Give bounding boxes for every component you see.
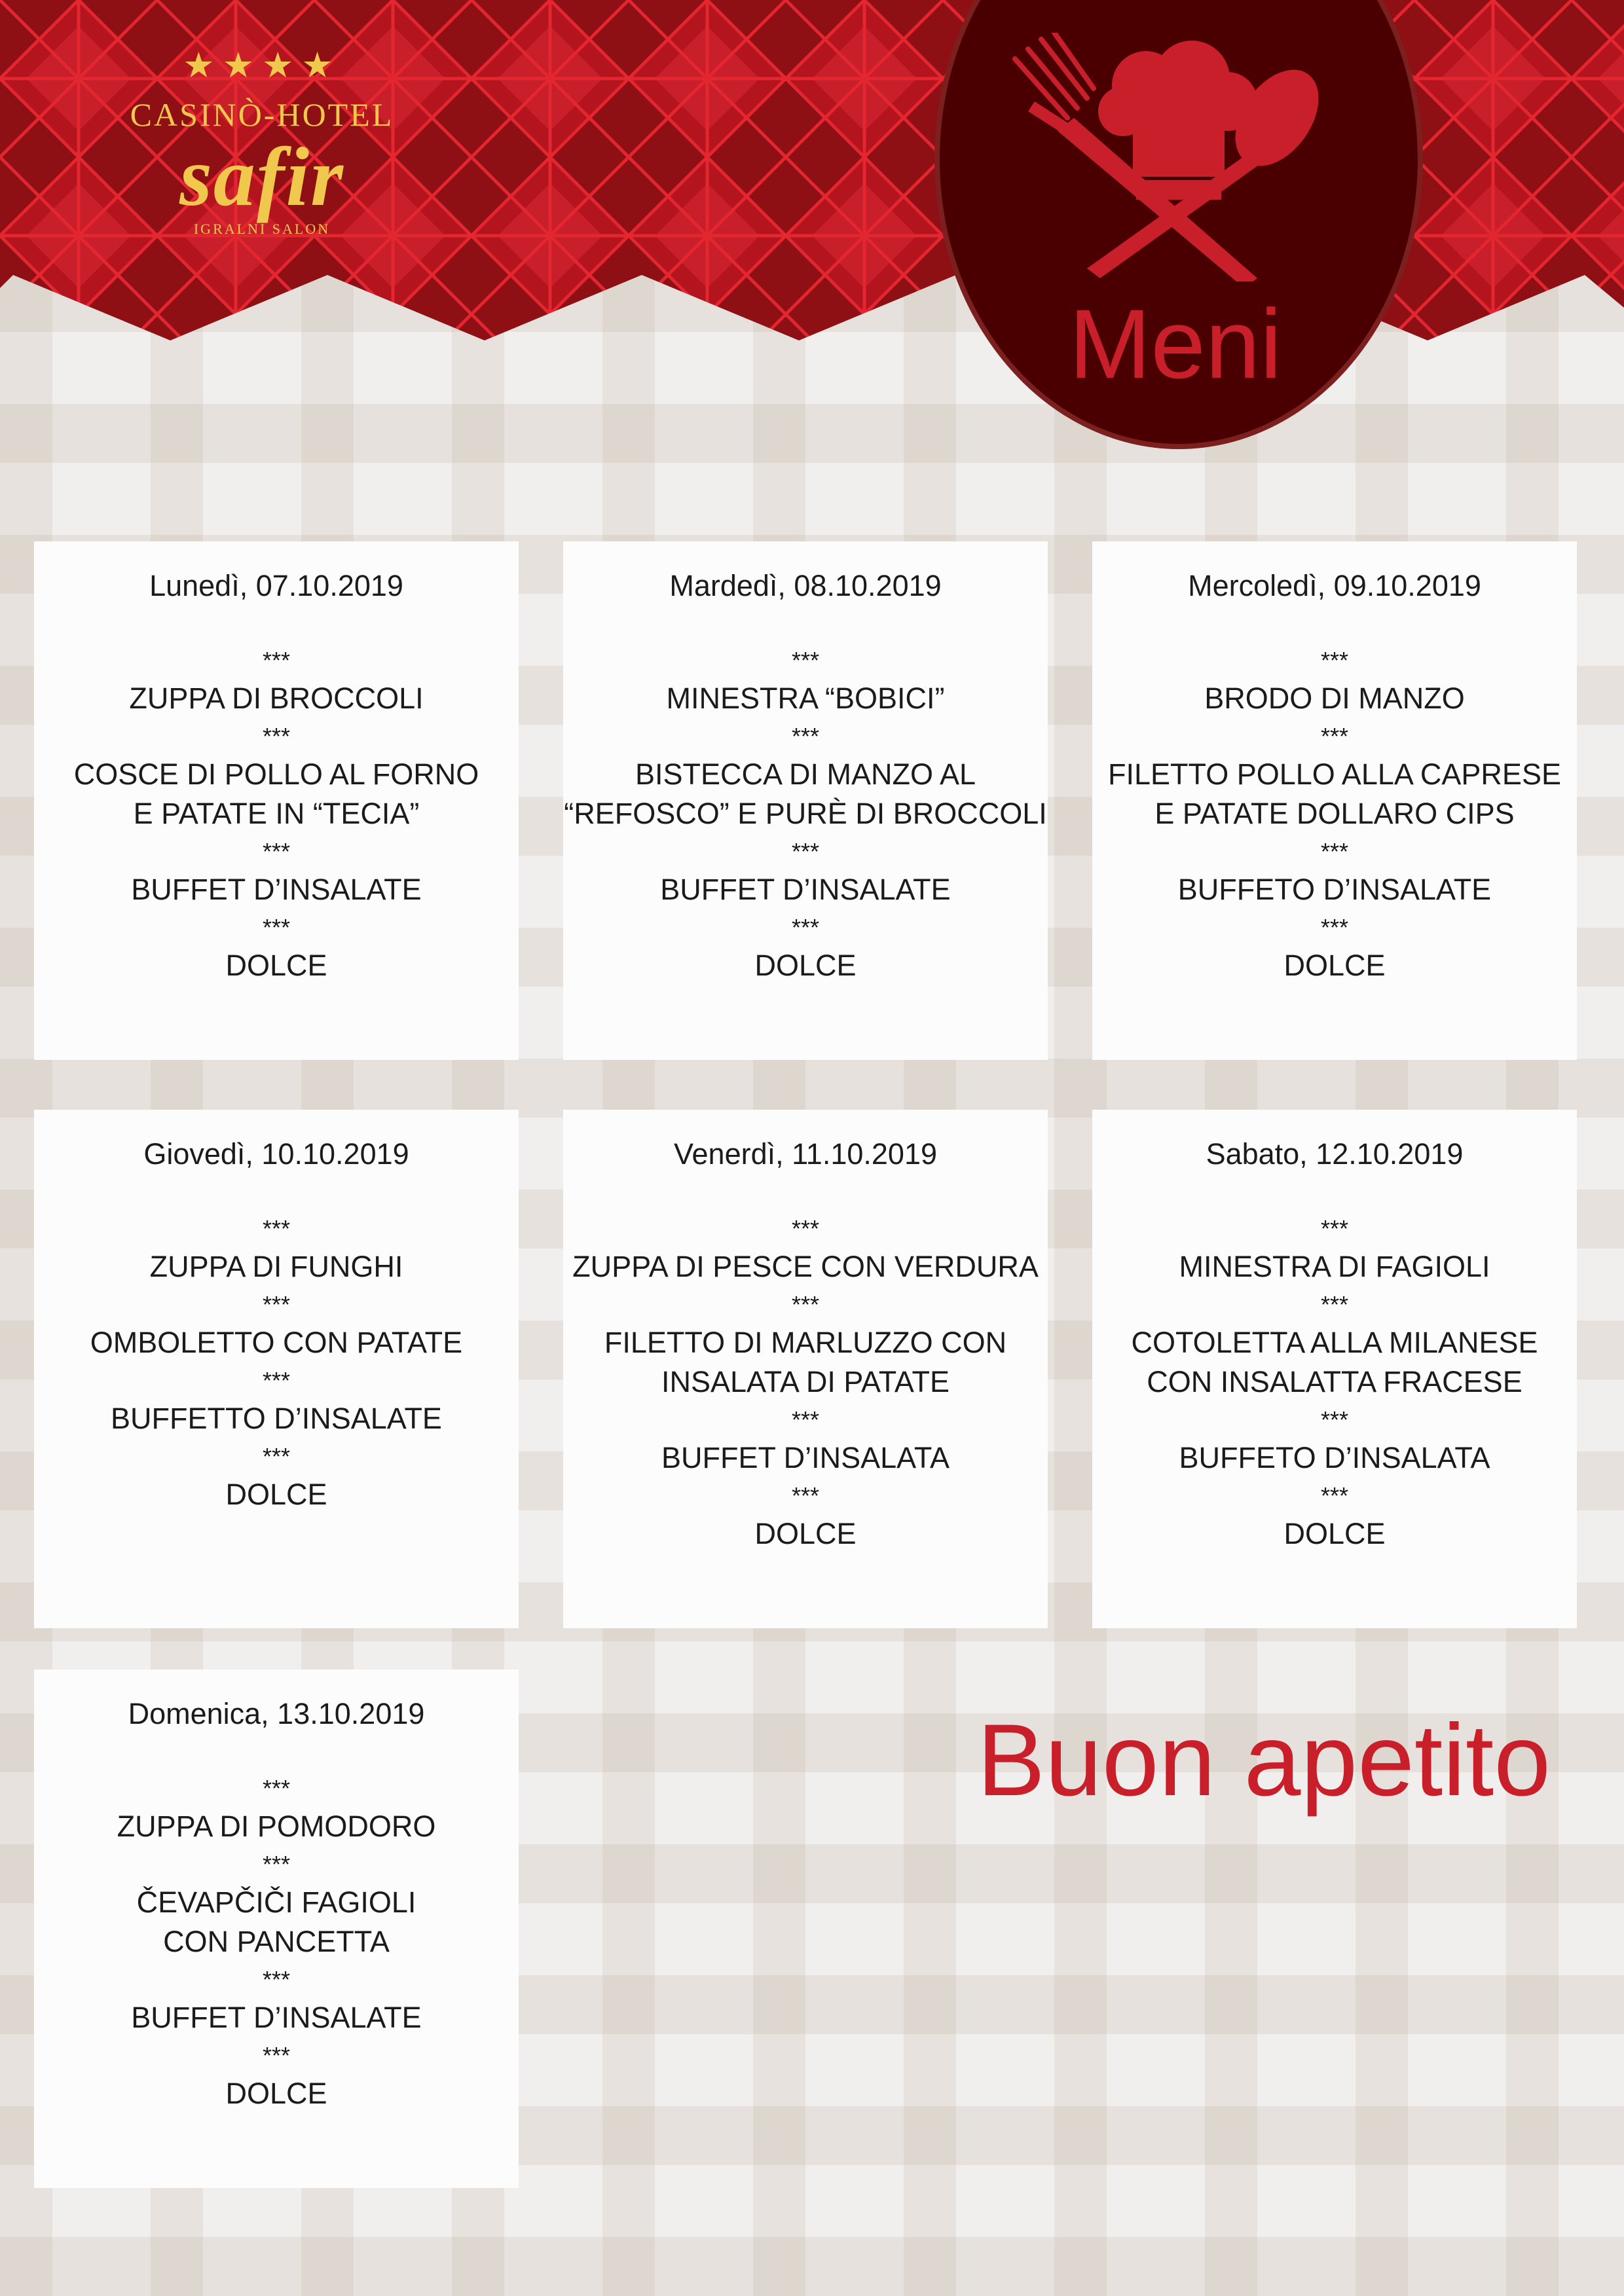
separator: *** [1320,914,1349,941]
dish-soup: ZUPPA DI PESCE CON VERDURA [572,1250,1039,1283]
dish-soup: ZUPPA DI BROCCOLI [129,682,424,715]
dish-salad: BUFFET D’INSALATE [660,873,951,906]
chef-hat-fork-spoon-icon [995,33,1336,282]
dish-dessert: DOLCE [1283,949,1386,982]
separator: *** [791,1406,820,1433]
dish-dessert: DOLCE [225,1478,327,1511]
separator: *** [262,723,291,750]
day-card-wednesday [1092,541,1577,1060]
separator: *** [791,647,820,674]
separator: *** [1320,838,1349,865]
dish-salad: BUFFETO D’INSALATA [1179,1441,1490,1474]
dish-soup: MINESTRA DI FAGIOLI [1179,1250,1490,1283]
day-date: Venerdì, 11.10.2019 [673,1137,937,1171]
dish-main: COSCE DI POLLO AL FORNO E PATATE IN “TECIA” [73,757,479,830]
dish-dessert: DOLCE [1283,1517,1386,1550]
separator: *** [791,1482,820,1509]
separator: *** [262,2042,291,2069]
dish-main: BISTECCA DI MANZO AL “REFOSCO” E PURÈ DI BROCCOLI [564,757,1047,830]
dish-main: OMBOLETTO CON PATATE [90,1326,463,1359]
separator: *** [262,1851,291,1878]
dish-salad: BUFFET D’INSALATE [131,873,422,906]
separator: *** [262,1215,291,1242]
logo-subtitle: IGRALNI SALON [193,221,331,237]
dish-salad: BUFFET D’INSALATE [131,2001,422,2034]
separator: *** [1320,1291,1349,1318]
dish-soup: ZUPPA DI FUNGHI [149,1250,403,1283]
separator: *** [1320,647,1349,674]
separator: *** [262,838,291,865]
dish-dessert: DOLCE [225,949,327,982]
header-banner [0,0,1624,399]
separator: *** [262,1291,291,1318]
separator: *** [262,1367,291,1394]
separator: *** [1320,1482,1349,1509]
separator: *** [791,723,820,750]
dish-main: COTOLETTA ALLA MILANESE CON INSALATTA FRACESE [1131,1326,1538,1398]
dish-dessert: DOLCE [754,1517,857,1550]
separator: *** [262,1966,291,1993]
day-date: Giovedì, 10.10.2019 [143,1137,409,1171]
separator: *** [791,1291,820,1318]
hotel-logo [98,39,426,255]
day-card-sunday [34,1669,519,2188]
separator: *** [791,1215,820,1242]
dish-soup: BRODO DI MANZO [1204,682,1465,715]
separator: *** [262,647,291,674]
separator: *** [791,914,820,941]
day-date: Domenica, 13.10.2019 [128,1697,425,1730]
day-card-thursday [34,1110,519,1628]
rating-stars: ★★★★ [183,46,341,85]
day-card-monday [34,541,519,1060]
closing-greeting: Buon apetito [976,1704,1551,1817]
dish-soup: MINESTRA “BOBICI” [666,682,945,715]
day-card-tuesday [563,541,1048,1060]
logo-casino-hotel: CASINÒ-HOTEL [130,96,394,133]
day-date: Mercoledì, 09.10.2019 [1188,569,1481,602]
day-date: Lunedì, 07.10.2019 [149,569,403,602]
separator: *** [791,838,820,865]
day-card-saturday [1092,1110,1577,1628]
separator: *** [1320,1406,1349,1433]
day-date: Mardedì, 08.10.2019 [669,569,942,602]
dish-dessert: DOLCE [754,949,857,982]
dish-main: ČEVAPČIČI FAGIOLI CON PANCETTA [136,1886,416,1958]
dish-main: FILETTO DI MARLUZZO CON INSALATA DI PATATE [604,1326,1007,1398]
separator: *** [262,1443,291,1470]
separator: *** [1320,723,1349,750]
logo-name: safir [179,130,344,223]
dish-salad: BUFFETO D’INSALATE [1177,873,1492,906]
dish-main: FILETTO POLLO ALLA CAPRESE E PATATE DOLLARO CIPS [1108,757,1561,830]
dish-dessert: DOLCE [225,2077,327,2110]
separator: *** [262,1775,291,1802]
dish-salad: BUFFET D’INSALATA [661,1441,950,1474]
dish-soup: ZUPPA DI POMODORO [117,1810,436,1843]
dish-salad: BUFFETTO D’INSALATE [111,1402,442,1435]
menu-title: Meni [1069,289,1282,399]
day-date: Sabato, 12.10.2019 [1206,1137,1464,1171]
separator: *** [262,914,291,941]
day-card-friday [563,1110,1048,1628]
separator: *** [1320,1215,1349,1242]
